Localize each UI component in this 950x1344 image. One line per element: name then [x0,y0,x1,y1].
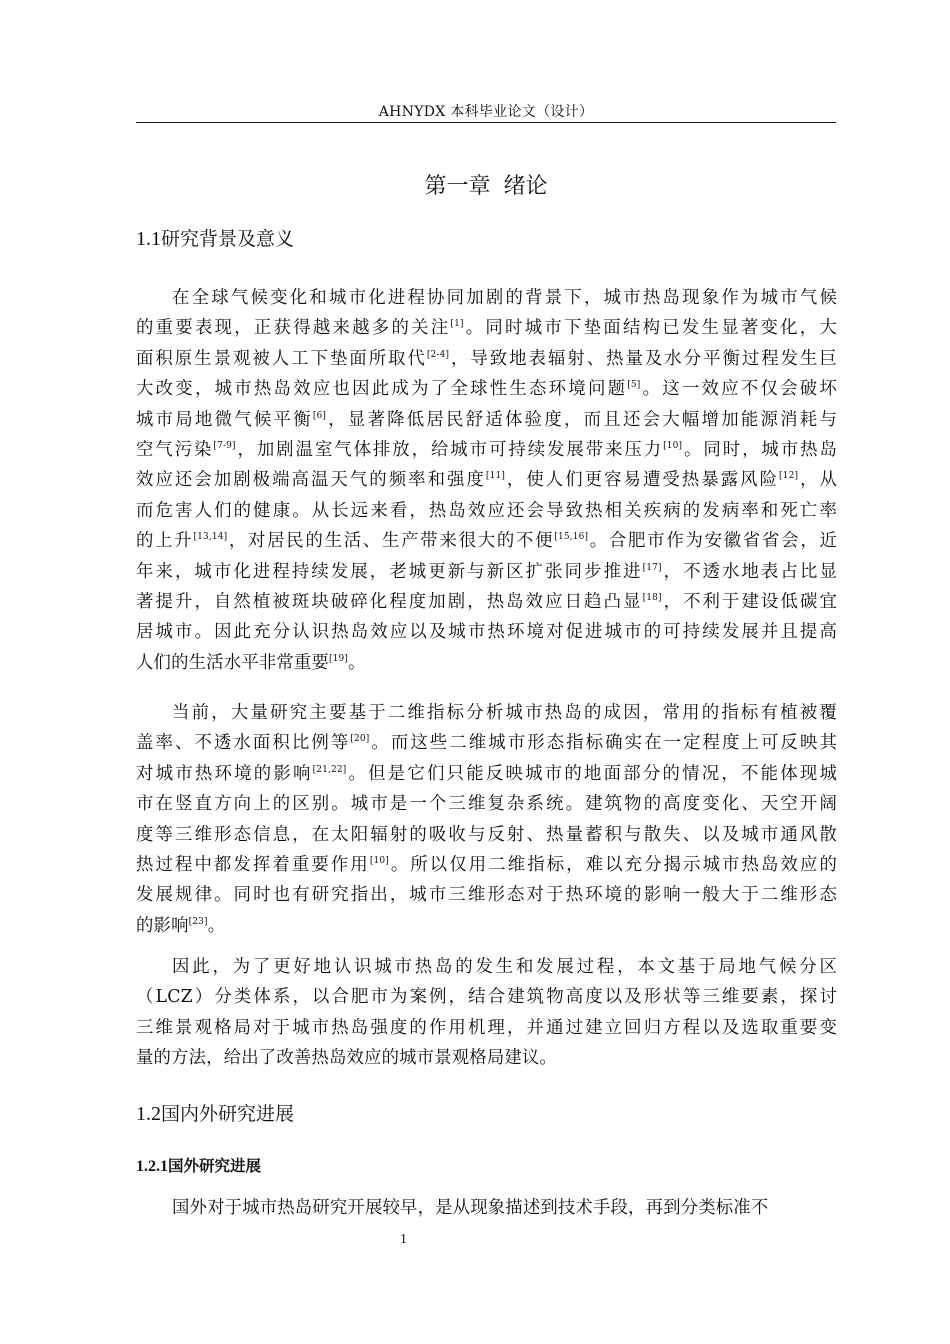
text-line [136,728,837,758]
citation-marker: [21,22] [312,764,347,775]
subsection-heading-1-2-1 [136,1155,261,1178]
text-line [136,880,837,910]
section-title: 研究背景及意义 [161,228,295,250]
subsection-title: 国外研究进展 [168,1157,262,1175]
text-line [136,344,837,374]
text-line [136,1193,837,1223]
text-run: 著提升，自然植被斑块破碎化程度加剧，热岛效应日趋凸显 [136,591,643,612]
text-run: 量的方法，给出了改善热岛效应的城市景观格局建议。 [136,1048,557,1069]
citation-marker: [12] [779,471,799,482]
text-run: 。合肥市作为安徽省省会，近 [588,531,838,552]
text-run: 对城市热环境的影响 [136,763,313,784]
text-run: 在全球气候变化和城市化进程协同加剧的背景下，城市热岛现象作为城市气候 [172,288,837,308]
text-run: ，不透水地表占比显 [661,561,837,582]
citation-marker: [1] [450,319,464,330]
section-heading-1-2 [136,1101,294,1127]
text-run: ，从 [798,470,837,491]
citation-marker: [23] [188,916,208,927]
text-run: 。同时，城市热岛 [682,439,838,460]
text-run: 的上升 [136,531,194,552]
text-run: 年来，城市化进程持续发展，老城更新与新区扩张同步推进 [136,561,643,582]
text-line [136,911,837,941]
text-line [136,313,837,343]
citation-marker: [11] [485,471,505,482]
text-run: 国外对于城市热岛研究开展较早，是从现象描述到技术手段，再到分类标准不 [172,1198,769,1218]
section-heading-1-1 [136,226,294,252]
text-run: 空气污染 [136,439,214,460]
citation-marker: [17] [642,562,662,573]
text-line [136,648,837,678]
text-line [136,374,837,404]
text-line [136,759,837,789]
text-line [136,526,837,556]
text-line [136,952,837,982]
text-line [136,850,837,880]
text-run: 。这一效应不仅会破坏 [640,379,837,400]
text-line [136,557,837,587]
text-run: 市在竖直方向上的区别。城市是一个三维复杂系统。建筑物的高度变化、天空开阔 [136,794,837,815]
text-run: ，对居民的生活、生产带来很大的不便 [227,531,555,552]
subsection-number: 1.2.1 [136,1158,168,1175]
text-line [136,405,837,435]
citation-marker: [5] [627,380,641,391]
paragraph-study-aim [136,952,837,1074]
text-line [136,465,837,495]
text-line [136,1043,837,1073]
text-run: 居城市。因此充分认识热岛效应以及城市热环境对促进城市的可持续发展并且提高 [136,622,837,643]
text-run: 。 [207,915,226,936]
section-title: 国内外研究进展 [161,1103,295,1125]
text-run: 。所以仅用二维指标，难以充分揭示城市热岛效应的 [388,854,838,875]
text-run: 。 [348,652,366,673]
text-line [136,283,837,313]
citation-marker: [13,14] [193,532,228,543]
text-run: 发展规律。同时也有研究指出，城市三维形态对于热环境的影响一般大于二维形态 [136,885,837,906]
citation-marker: [15,16] [554,532,589,543]
text-run: 当前，大量研究主要基于二维指标分析城市热岛的成因，常用的指标有植被覆 [172,703,837,723]
text-run: 人们的生活水平非常重要 [136,652,329,673]
citation-marker: [10] [369,855,389,866]
text-run: 三维景观格局对于城市热岛强度的作用机理，并通过建立回归方程以及选取重要变 [136,1017,837,1038]
citation-marker: [20] [350,734,370,745]
citation-marker: [10] [663,440,683,451]
text-run: ，加剧温室气体排放，给城市可持续发展带来压力 [235,439,664,460]
text-line [136,1013,837,1043]
text-run: 的重要表现，正获得越来越多的关注 [136,318,451,339]
text-run: 。同时城市下垫面结构已发生显著变化，大 [463,318,837,339]
text-run: 盖率、不透水面积比例等 [136,733,351,754]
section-number: 1.2 [136,1103,161,1125]
paragraph-background [136,283,837,678]
text-run: ，显著降低居民舒适体验度，而且还会大幅增加能源消耗与 [326,409,837,430]
section-number: 1.1 [136,228,161,250]
text-run: 因此，为了更好地认识城市热岛的发生和发展过程，本文基于局地气候分区 [172,957,837,977]
text-run: 的影响 [136,915,189,936]
text-run: （LCZ）分类体系，以合肥市为案例，结合建筑物高度以及形状等三维要素，探讨 [136,987,837,1008]
citation-marker: [7-9] [213,440,236,451]
page-number: 1 [400,1232,407,1247]
text-line [136,587,837,617]
text-run: 面积原生景观被人工下垫面所取代 [136,348,427,369]
citation-marker: [6] [312,410,327,421]
text-run: 效应还会加剧极端高温天气的频率和强度 [136,470,486,491]
paragraph-foreign-research [136,1193,837,1223]
citation-marker: [19] [328,653,349,664]
text-run: 度等三维形态信息，在太阳辐射的吸收与反射、热量蓄积与散失、以及城市通风散 [136,824,837,845]
text-line [136,698,837,728]
text-run: 。但是它们只能反映城市的地面部分的情况，不能体现城 [346,763,837,784]
paragraph-current-research [136,698,837,941]
text-line [136,982,837,1012]
text-run: 城市局地微气候平衡 [136,409,313,430]
header-divider [136,122,836,123]
text-line [136,617,837,647]
text-line [136,435,837,465]
text-line [136,496,837,526]
text-run: 。而这些二维城市形态指标确实在一定程度上可反映其 [369,733,838,754]
text-line [136,789,837,819]
text-run: 而危害人们的健康。从长远来看，热岛效应还会导致热相关疾病的发病率和死亡率 [136,500,837,521]
text-run: ，导致地表辐射、热量及水分平衡过程发生巨 [449,348,837,369]
citation-marker: [2-4] [426,349,450,360]
text-line [136,820,837,850]
running-header: AHNYDX 本科毕业论文（设计） [378,104,594,120]
text-run: ，不利于建设低碳宜 [661,591,837,612]
text-run: ，使人们更容易遭受热暴露风险 [504,470,780,491]
chapter-title: 第一章 绪论 [424,174,548,199]
text-run: 热过程中都发挥着重要作用 [136,854,370,875]
citation-marker: [18] [642,592,662,603]
text-run: 大改变，城市热岛效应也因此成为了全球性生态环境问题 [136,379,628,400]
